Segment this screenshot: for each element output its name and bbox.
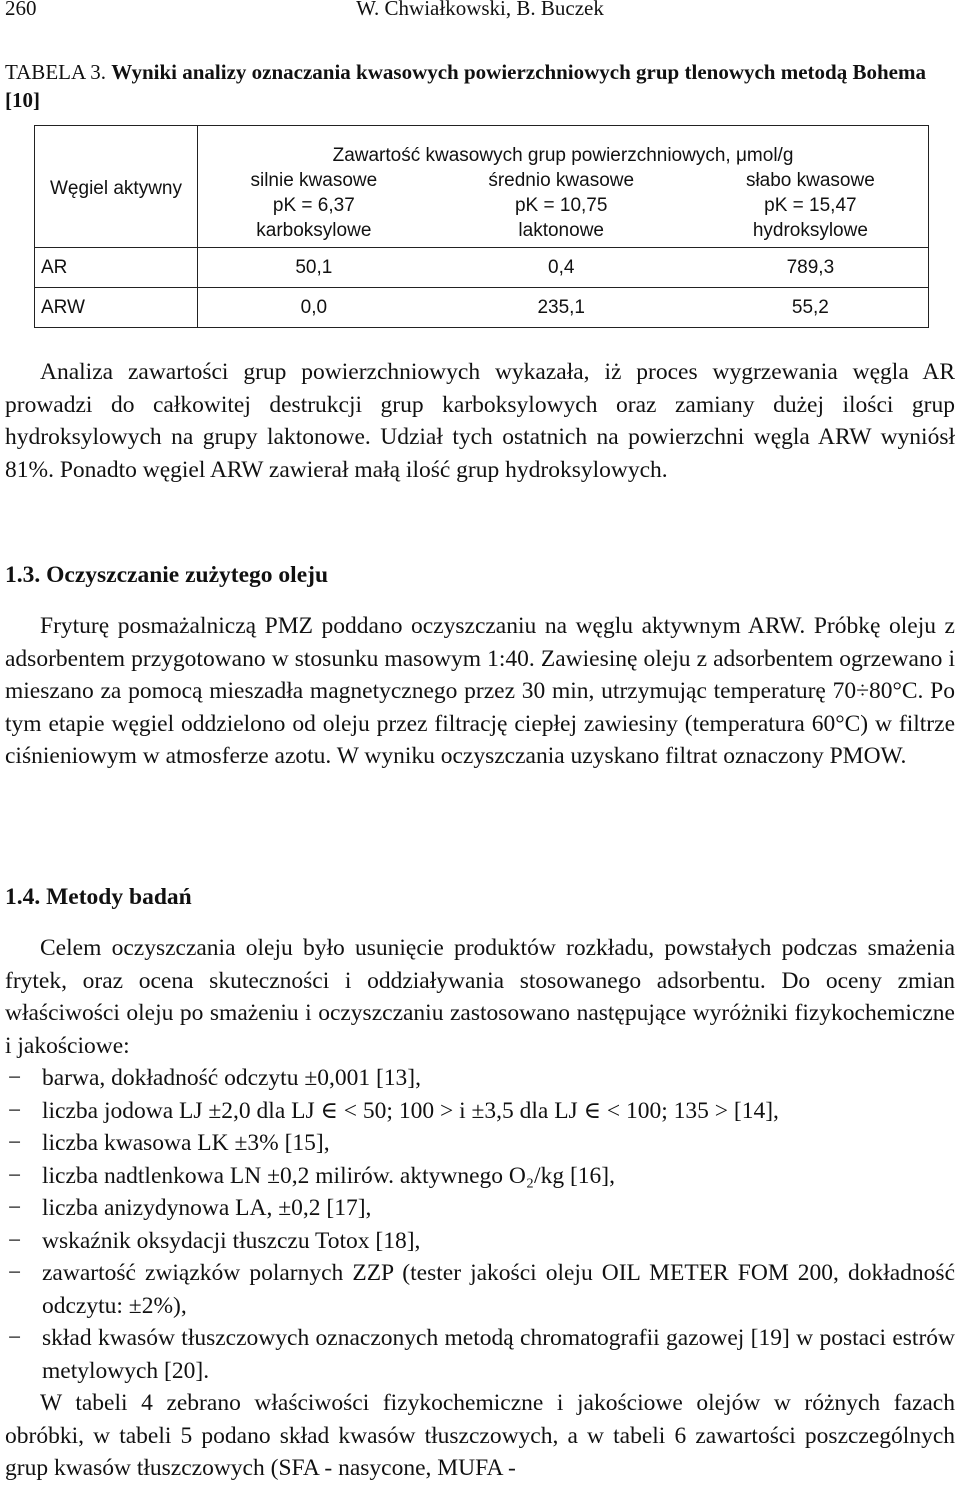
list-item: − zawartość związków polarnych ZZP (tester jakości oleju OIL METER FOM 200, dokładność odczytu: ±2%), bbox=[5, 1257, 955, 1322]
table-cell: 235,1 bbox=[430, 288, 693, 328]
group-header: Zawartość kwasowych grup powierzchniowych, μmol/g bbox=[332, 144, 794, 166]
methods-closing: W tabeli 4 zebrano właściwości fizykochemiczne i jakościowe olejów w różnych fazach obróbki, w tabeli 5 podano skład kwasów tłuszczowych, a w tabeli 6 zawartości poszczególnych grup kwasów tłuszczowych (SFA - nasycone, MUFA - bbox=[5, 1390, 955, 1481]
table-cell: 50,1 bbox=[198, 248, 430, 288]
table-row bbox=[35, 248, 929, 288]
section-heading-1-3: 1.3. Oczyszczanie zużytego oleju bbox=[5, 562, 329, 588]
col-header-strong: silnie kwasowe pK = 6,37 karboksylowe bbox=[198, 168, 430, 248]
dash-icon: − bbox=[8, 1227, 22, 1254]
row-header: Węgiel aktywny bbox=[50, 178, 182, 199]
table-cell: 0,0 bbox=[198, 288, 430, 328]
list-item: − liczba kwasowa LK ±3% [15], bbox=[5, 1127, 955, 1160]
list-item: − liczba anizydynowa LA, ±0,2 [17], bbox=[5, 1192, 955, 1225]
list-item: − wskaźnik oksydacji tłuszczu Totox [18], bbox=[5, 1225, 955, 1258]
section-methods bbox=[5, 932, 955, 1485]
section-heading-1-4: 1.4. Metody badań bbox=[5, 884, 192, 910]
table-cell: 789,3 bbox=[693, 248, 929, 288]
dash-icon: − bbox=[8, 1065, 22, 1091]
paragraph-analysis: Analiza zawartości grup powierzchniowych wykazała, iż proces wygrzewania węgla AR prowadzi do całkowitej destrukcji grup karboksylowych oraz zamiany dużej ilości grup hydroksylowych na grupy laktonowe. Udział tych ostatnich na powierzchni węgla ARW wyniósł 81%. Ponadto węgiel ARW zawierał małą ilość grup hydroksylowych. bbox=[5, 359, 955, 483]
acid-groups-table bbox=[34, 125, 929, 328]
page-number: 260 bbox=[5, 0, 37, 20]
col-header-weak: słabo kwasowe pK = 15,47 hydroksylowe bbox=[693, 168, 929, 248]
page-header bbox=[5, 0, 955, 28]
table-cell: 55,2 bbox=[693, 288, 929, 328]
group-header-cell bbox=[198, 126, 929, 168]
col-header-medium: średnio kwasowe pK = 10,75 laktonowe bbox=[430, 168, 693, 248]
list-item: − barwa, dokładność odczytu ±0,001 [13], bbox=[5, 1062, 955, 1095]
table-caption-label: TABELA 3. bbox=[5, 60, 106, 84]
dash-icon: − bbox=[8, 1260, 22, 1286]
paragraph-oil-cleaning: Fryturę posmażalniczą PMZ poddano oczyszczaniu na węglu aktywnym ARW. Próbkę oleju z adsorbentem przygotowano w stosunku masowym 1:40. Zawiesinę oleju z adsorbentem ogrzewano i mieszano za pomocą mieszadła magnetycznego przez 30 min, utrzymując temperaturę 70÷80°C. Po tym etapie węgiel oddzielono od oleju przez filtrację ciepłej zawiesiny (temperatura 60°C) w filtrze ciśnieniowym w atmosferze azotu. W wyniku oczyszczania uzyskano filtrat oznaczony PMOW. bbox=[5, 613, 955, 769]
table-row bbox=[35, 288, 929, 328]
list-item: − skład kwasów tłuszczowych oznaczonych metodą chromatografii gazowej [19] w postaci estrów metylowych [20]. bbox=[5, 1322, 955, 1387]
row-name: AR bbox=[35, 248, 198, 288]
table-cell: 0,4 bbox=[430, 248, 693, 288]
running-authors: W. Chwiałkowski, B. Buczek bbox=[356, 0, 604, 20]
row-name: ARW bbox=[35, 288, 198, 328]
dash-icon: − bbox=[8, 1130, 22, 1156]
table-caption-title: Wyniki analizy oznaczania kwasowych powierzchniowych grup tlenowych metodą Bohema [10] bbox=[5, 60, 926, 112]
methods-list bbox=[5, 1062, 955, 1387]
dash-icon: − bbox=[8, 1097, 22, 1124]
list-item: − liczba nadtlenkowa LN ±0,2 milirów. aktywnego O₂/kg [16], bbox=[5, 1160, 955, 1193]
table-caption bbox=[5, 58, 955, 114]
dash-icon: − bbox=[8, 1195, 22, 1221]
row-header-cell bbox=[35, 126, 198, 248]
methods-intro: Celem oczyszczania oleju było usunięcie produktów rozkładu, powstałych podczas smażenia frytek, oraz ocena skuteczności i oddziaływania stosowanego adsorbentu. Do oceny zmian właściwości oleju po smażeniu i oczyszczaniu zastosowano następujące wyróżniki fizykochemiczne i jakościowe: bbox=[5, 935, 955, 1059]
list-item: − liczba jodowa LJ ±2,0 dla LJ ∈ < 50; 100 > i ±3,5 dla LJ ∈ < 100; 135 > [14], bbox=[5, 1095, 955, 1128]
dash-icon: − bbox=[8, 1162, 22, 1189]
dash-icon: − bbox=[8, 1325, 22, 1351]
